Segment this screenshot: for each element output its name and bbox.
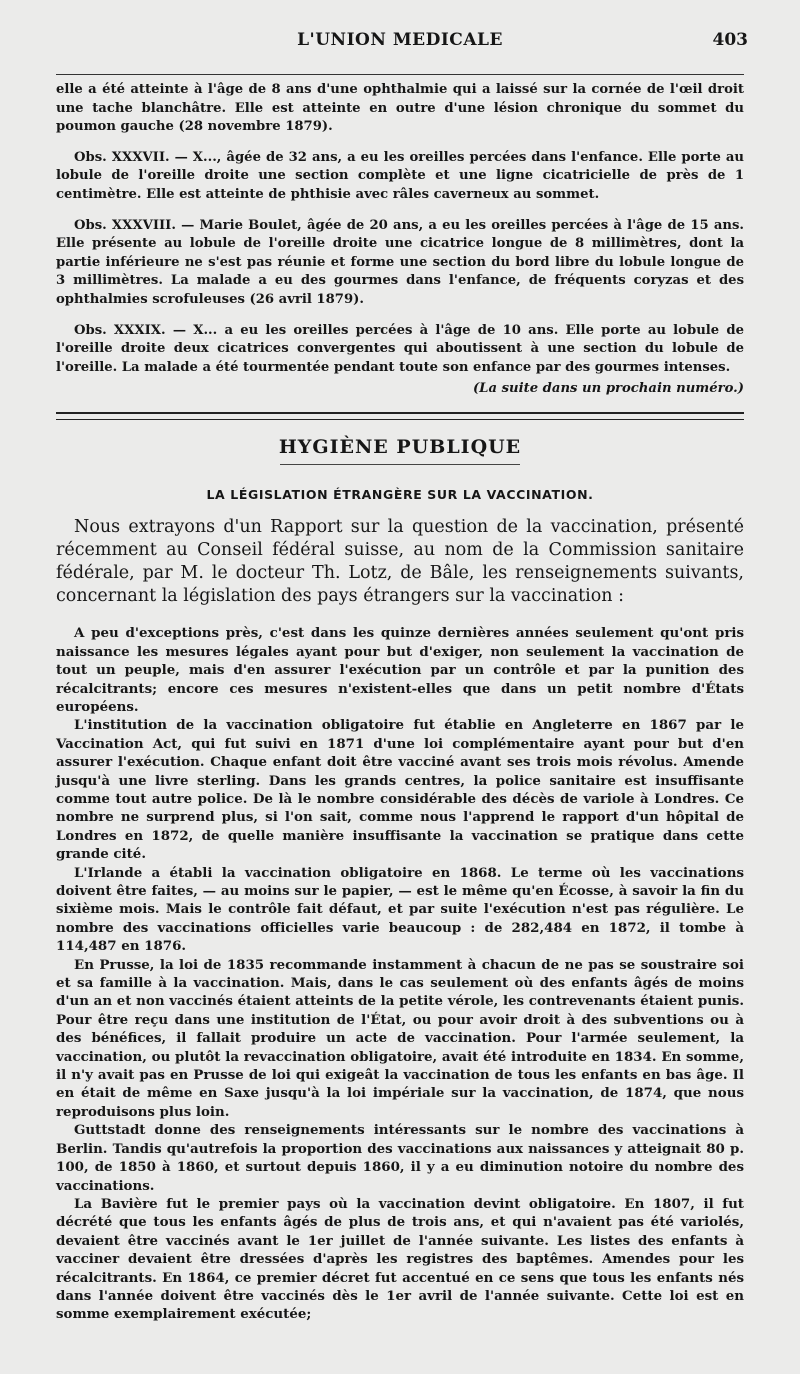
body-paragraph-6: La Bavière fut le premier pays où la vaccination devint obligatoire. En 1807, il fut décrété que tous les enfants âgés de plus de trois ans, et qui n'avaient pas été variolés, devaient être vaccinés avant le 1er juillet de l'année suivante. Les listes des enfants à vacciner devaient être dressées d'après les registres des baptêmes. Amendes pour les récalcitrants. En 1864, ce premier décret fut accentué en ce sens que tous les enfants nés dans l'année doivent être vaccinés dès le 1er avril de l'année suivante. Cette loi est en somme exemplairement exécutée; <box>56 1195 744 1323</box>
section-divider <box>56 412 744 420</box>
paragraph-continued: elle a été atteinte à l'âge de 8 ans d'une ophthalmie qui a laissé sur la cornée de l'œil droit une tache blanchâtre. Elle est atteinte en outre d'une lésion chronique du sommet du poumon gauche (28 novembre 1879). <box>56 82 744 135</box>
body-paragraph-2: L'institution de la vaccination obligatoire fut établie en Angleterre en 1867 par le Vaccination Act, qui fut suivi en 1871 d'une loi complémentaire ayant pour but d'en assurer l'exécution. Chaque enfant doit être vacciné avant ses trois mois révolus. Amende jusqu'à une livre sterling. Dans les grands centres, la police sanitaire est insuffisante comme tout autre police. De là le nombre considérable des décès de variole à Londres. Ce nombre ne surprend plus, si l'on sait, comme nous l'apprend le rapport d'un hôpital de Londres en 1872, de quelle manière insuffisante la vaccination se pratique dans cette grande cité. <box>56 717 744 863</box>
obs-xxxvii: Obs. XXXVII. — X..., âgée de 32 ans, a eu les oreilles percées dans l'enfance. Elle porte au lobule de l'oreille droite une section complète et une ligne cicatricielle de près de 1 centimètre. Elle est atteinte de phthisie avec râles caverneux au sommet. <box>56 149 744 202</box>
article-body <box>56 624 744 1323</box>
intro-paragraph: Nous extrayons d'un Rapport sur la question de la vaccination, présenté récemment au Conseil fédéral suisse, au nom de la Commission sanitaire fédérale, par M. le docteur Th. Lotz, de Bâle, les renseignements suivants, concernant la législation des pays étrangers sur la vaccination : <box>56 517 744 607</box>
obs-xxxviii: Obs. XXXVIII. — Marie Boulet, âgée de 20 ans, a eu les oreilles percées à l'âge de 15 ans. Elle présente au lobule de l'oreille droite une cicatrice longue de 8 millimètres, dont la partie inférieure ne s'est pas réunie et forme une section du bord libre du lobule longue de 3 millimètres. La malade a eu des gourmes dans l'enfance, de fréquents coryzas et des ophthalmies scrofuleuses (26 avril 1879). <box>56 217 744 307</box>
continuation-note: (La suite dans un prochain numéro.) <box>472 381 744 397</box>
body-paragraph-3: L'Irlande a établi la vaccination obligatoire en 1868. Le terme où les vaccinations doivent être faites, — au moins sur le papier, — est le même qu'en Écosse, à savoir la fin du sixième mois. Mais le contrôle fait défaut, et par suite l'exécution n'est pas régulière. Le nombre des vaccinations officielles varie beaucoup : de 282,484 en 1872, il tombe à 114,487 en 1876. <box>56 864 744 955</box>
subsection-title: LA LÉGISLATION ÉTRANGÈRE SUR LA VACCINATION. <box>206 487 594 503</box>
body-paragraph-5: Guttstadt donne des renseignements intéressants sur le nombre des vaccinations à Berlin. Tandis qu'autrefois la proportion des vaccinations aux naissances y atteignait 80 p. 100, de 1850 à 1860, et surtout depuis 1860, il y a eu diminution notoire du nombre des vaccinations. <box>56 1122 744 1194</box>
page-header <box>56 22 748 56</box>
obs-xxxix: Obs. XXXIX. — X... a eu les oreilles percées à l'âge de 10 ans. Elle porte au lobule de l'oreille droite deux cicatrices convergentes qui aboutissent à une section du lobule de l'oreille. La malade a été tourmentée pendant toute son enfance par des gourmes intenses. <box>56 322 744 375</box>
section-title: HYGIÈNE PUBLIQUE <box>278 436 522 459</box>
body-paragraph-1: A peu d'exceptions près, c'est dans les quinze dernières années seulement qu'ont pris naissance les mesures légales ayant pour but d'exiger, non seulement la vaccination de tout un peuple, mais d'en assurer l'exécution par un contrôle et par la punition des récalcitrants; encore ces mesures n'existent-elles que dans un petit nombre d'États européens. <box>56 625 744 715</box>
page-number: 403 <box>712 30 748 50</box>
section-title-rule <box>280 464 520 465</box>
body-paragraph-4: En Prusse, la loi de 1835 recommande instamment à chacun de ne pas se soustraire soi et sa famille à la vaccination. Mais, dans le cas seulement où des enfants âgés de moins d'un an et non vaccinés étaient atteints de la petite vérole, les contrevenants étaient punis. Pour être reçu dans une institution de l'État, ou pour avoir droit à des subventions ou à des bénéfices, il fallait produire un acte de vaccination. Pour l'armée seulement, la vaccination, ou plutôt la revaccination obligatoire, avait été introduite en 1834. En somme, il n'y avait pas en Prusse de loi qui exigeât la vaccination de tous les enfants en bas âge. Il en était de même en Saxe jusqu'à la loi impériale sur la vaccination, de 1874, que nous reproduisons plus loin. <box>56 956 744 1120</box>
header-rule <box>56 74 744 75</box>
journal-title: L'UNION MEDICALE <box>297 30 503 50</box>
